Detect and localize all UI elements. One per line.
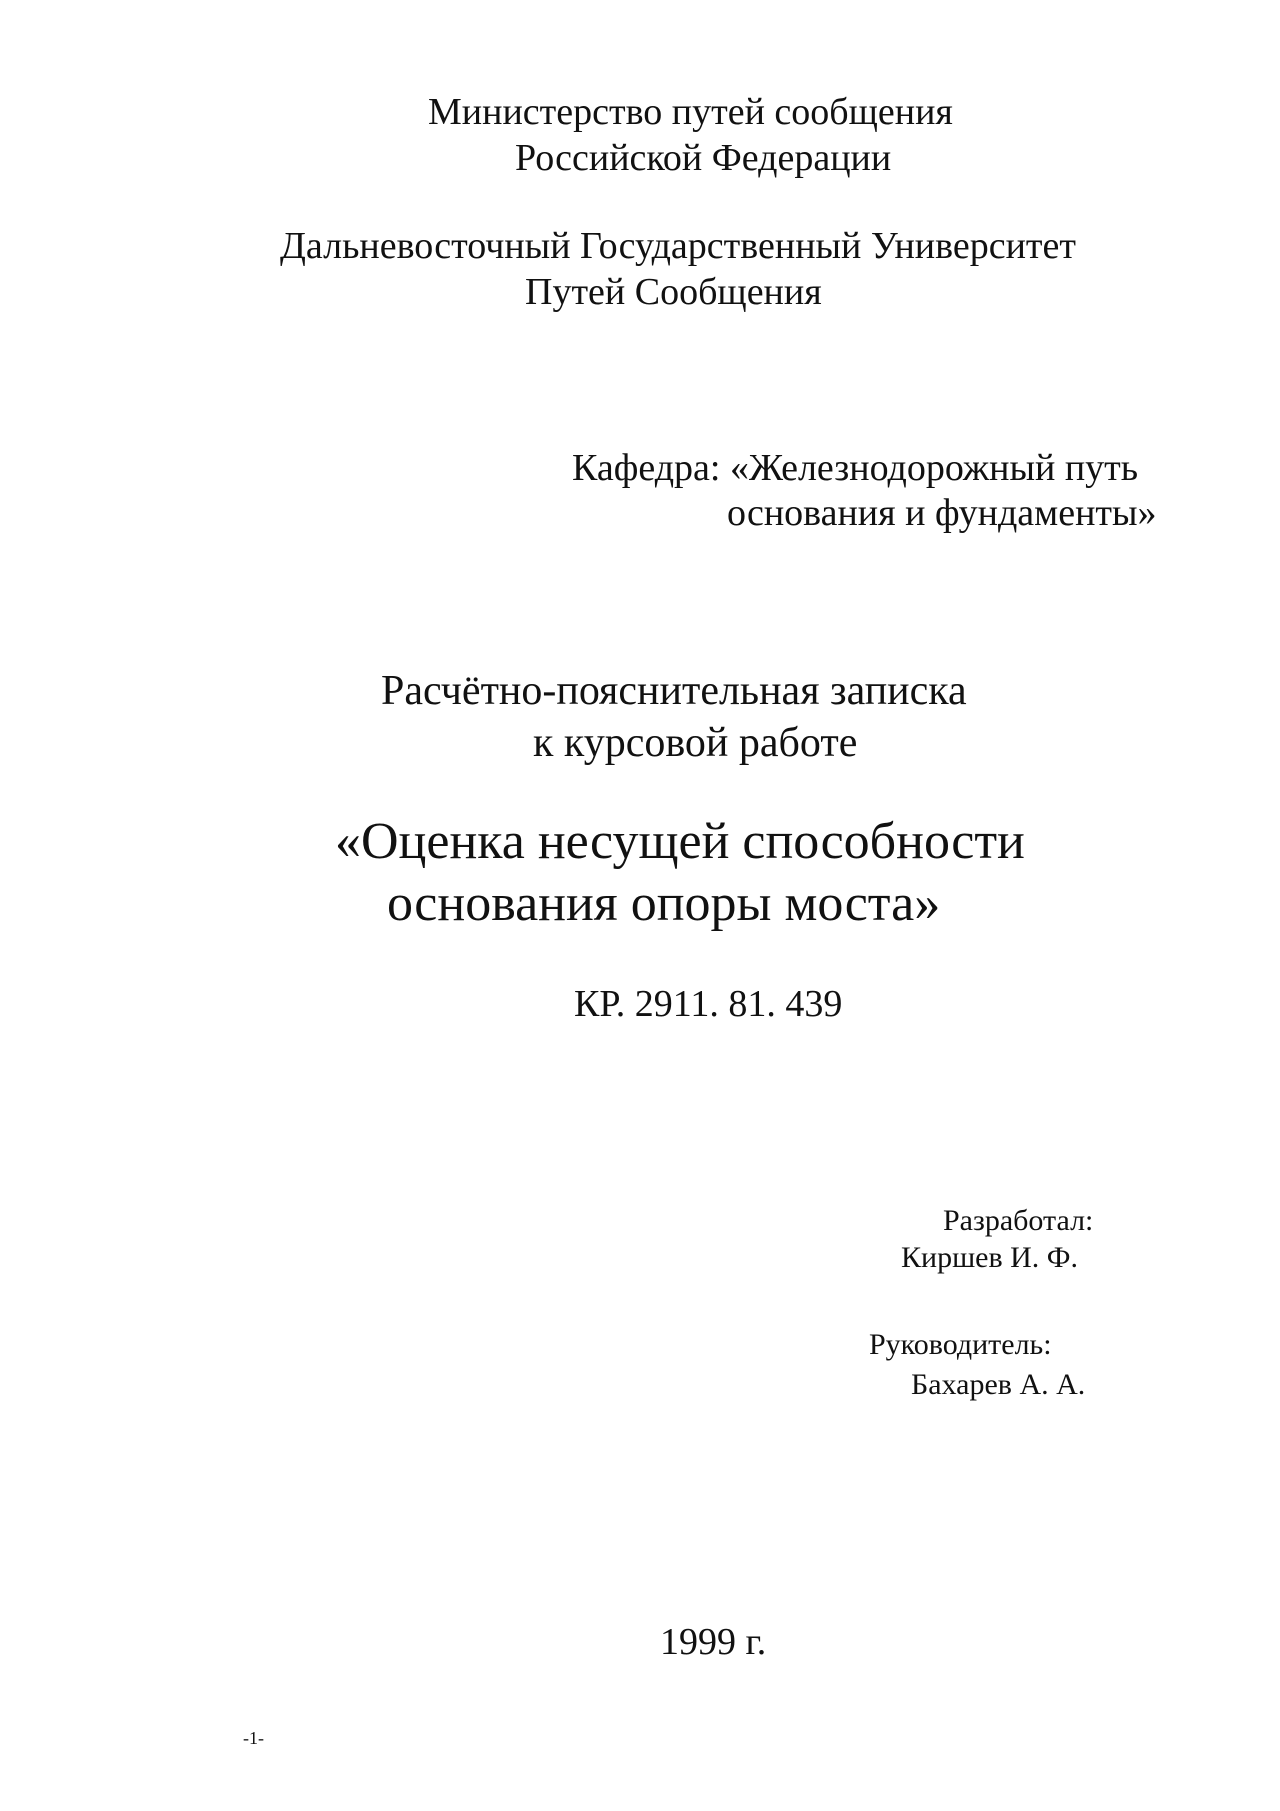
document-title-line-2: основания опоры моста» — [387, 875, 941, 932]
developer-name: Киршев И. Ф. — [901, 1241, 1079, 1274]
document-code: КР. 2911. 81. 439 — [574, 983, 843, 1025]
document-title-line-1: «Оценка несущей способности — [335, 813, 1025, 870]
department-line-2: основания и фундаменты» — [727, 492, 1157, 534]
supervisor-label: Руководитель: — [869, 1328, 1052, 1361]
year: 1999 г. — [660, 1621, 767, 1663]
page-number: -1- — [243, 1728, 264, 1748]
supervisor-name: Бахарев А. А. — [911, 1368, 1086, 1401]
ministry-line-2: Российской Федерации — [515, 137, 892, 179]
university-line-2: Путей Сообщения — [525, 271, 822, 313]
university-line-1: Дальневосточный Государственный Университет — [280, 225, 1076, 267]
document-type-line-2: к курсовой работе — [533, 720, 858, 766]
developer-label: Разработал: — [943, 1204, 1094, 1237]
document-type-line-1: Расчётно-пояснительная записка — [381, 668, 967, 714]
department-line-1: Кафедра: «Железнодорожный путь — [572, 447, 1139, 489]
ministry-line-1: Министерство путей сообщения — [428, 91, 953, 133]
